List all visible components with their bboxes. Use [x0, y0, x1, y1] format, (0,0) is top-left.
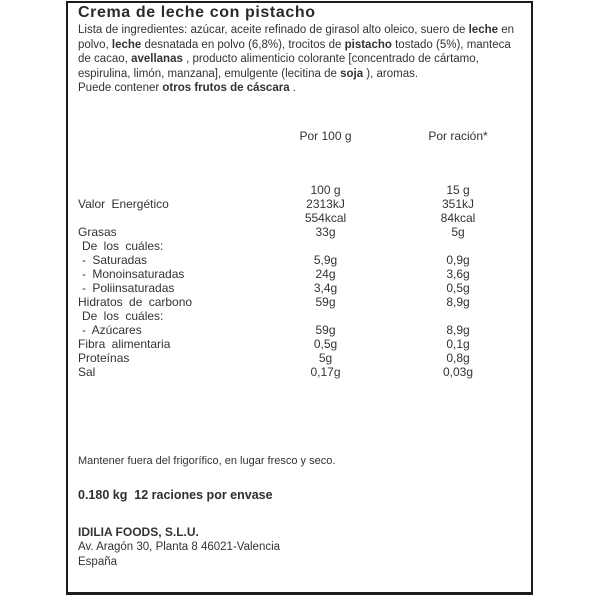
nutrition-table-body — [78, 183, 523, 379]
manufacturer-country: España — [78, 556, 118, 568]
col-header-per-100g: Por 100 g — [299, 129, 352, 143]
nutrient-name: Valor Energético — [78, 197, 169, 211]
value-per-racion: 0,1g — [446, 337, 470, 351]
value-per-100g: 3,4g — [313, 281, 338, 295]
value-per-100g: 59g — [315, 323, 336, 337]
storage-instructions: Mantener fuera del frigorífico, en lugar fresco y seco. — [78, 455, 336, 467]
value-per-racion: 0,03g — [442, 365, 474, 379]
nutrition-row — [78, 365, 523, 379]
ingredients-segment: Lista de ingredientes: azúcar, aceite refinado de girasol alto oleico, suero de — [78, 24, 469, 36]
nutrition-label — [66, 1, 533, 595]
manufacturer-address: Av. Aragón 30, Planta 8 46021-Valencia — [78, 541, 281, 553]
value-per-racion: 84kcal — [440, 211, 476, 225]
ingredients-segment: desnatada en polvo (6,8%), trocitos de — [141, 38, 345, 51]
nutrition-row — [78, 183, 523, 197]
allergen-leche: leche — [111, 38, 142, 51]
value-per-racion: 351kJ — [441, 197, 475, 211]
nutrition-row — [78, 281, 523, 295]
value-per-racion: 8,9g — [446, 295, 470, 309]
value-per-100g: 0,5g — [313, 337, 338, 351]
nutrient-name: De los cuáles: — [82, 309, 164, 323]
nutrition-row — [78, 337, 523, 351]
col-header-per-racion: Por ración* — [428, 129, 488, 143]
ingredients-segment: , producto alimenticio colorante [concentrado de cártamo, espirulina, limón, manzana], emulgente (lecitina de — [78, 53, 479, 80]
nutrition-row — [78, 267, 523, 281]
nutrient-name: - Monoinsaturadas — [82, 267, 185, 281]
nutrient-name: - Azúcares — [82, 323, 142, 337]
nutrition-table-header — [78, 129, 523, 143]
nutrition-row — [78, 253, 523, 267]
nutrition-row — [78, 197, 523, 211]
value-per-100g: 554kcal — [304, 211, 347, 225]
value-per-racion: 8,9g — [446, 323, 470, 337]
ingredients-segment: ), aromas. — [363, 67, 419, 80]
nutrient-name: Fibra alimentaria — [78, 337, 171, 351]
value-per-racion: 0,5g — [446, 281, 470, 295]
value-per-100g: 59g — [315, 295, 336, 309]
value-per-racion: 5g — [451, 225, 465, 239]
allergen-pistacho: pistacho — [344, 38, 392, 51]
ingredients-segment: en polvo, — [78, 24, 515, 51]
value-per-100g: 100 g — [310, 183, 341, 197]
value-per-racion: 0,8g — [446, 351, 470, 365]
nutrient-name: Proteínas — [78, 351, 130, 365]
allergen-soja: soja — [340, 67, 364, 80]
nutrition-row — [78, 323, 523, 337]
ingredients-segment: tostado (5%), manteca de cacao, — [78, 38, 511, 66]
allergen-leche: leche — [468, 24, 499, 36]
nutrition-row — [78, 295, 523, 309]
manufacturer-block — [78, 525, 280, 570]
allergen-frutos-de-cascara: otros frutos de cáscara — [162, 82, 290, 95]
nutrition-row — [78, 239, 523, 253]
nutrition-row — [78, 225, 523, 239]
nutrition-row — [78, 309, 523, 323]
may-contain-text — [78, 81, 526, 96]
value-per-100g: 0,17g — [310, 365, 341, 379]
allergen-avellanas: avellanas — [131, 53, 183, 66]
value-per-100g: 24g — [315, 267, 336, 281]
may-contain-segment: Puede contener — [78, 82, 163, 95]
net-weight-servings: 0.180 kg 12 raciones por envase — [78, 488, 273, 502]
nutrient-name: Sal — [78, 365, 96, 379]
value-per-100g: 2313kJ — [306, 197, 345, 211]
value-per-racion: 3,6g — [446, 267, 470, 281]
ingredients-text — [78, 23, 526, 81]
value-per-100g: 33g — [315, 225, 336, 239]
value-per-100g: 5g — [318, 351, 333, 365]
product-title: Crema de leche con pistacho — [78, 4, 316, 21]
manufacturer-name: IDILIA FOODS, S.L.U. — [78, 525, 199, 539]
may-contain-segment: . — [289, 82, 296, 95]
value-per-racion: 15 g — [446, 183, 470, 197]
value-per-racion: 0,9g — [446, 253, 470, 267]
nutrient-name: - Saturadas — [82, 253, 148, 267]
nutrition-row — [78, 351, 523, 365]
nutrient-name: Grasas — [78, 225, 117, 239]
value-per-100g: 5,9g — [313, 253, 338, 267]
nutrient-name: - Poliinsaturadas — [82, 281, 175, 295]
nutrition-row — [78, 211, 523, 225]
ingredients-section — [78, 23, 526, 96]
nutrient-name: De los cuáles: — [82, 239, 164, 253]
nutrient-name: Hidratos de carbono — [78, 295, 193, 309]
